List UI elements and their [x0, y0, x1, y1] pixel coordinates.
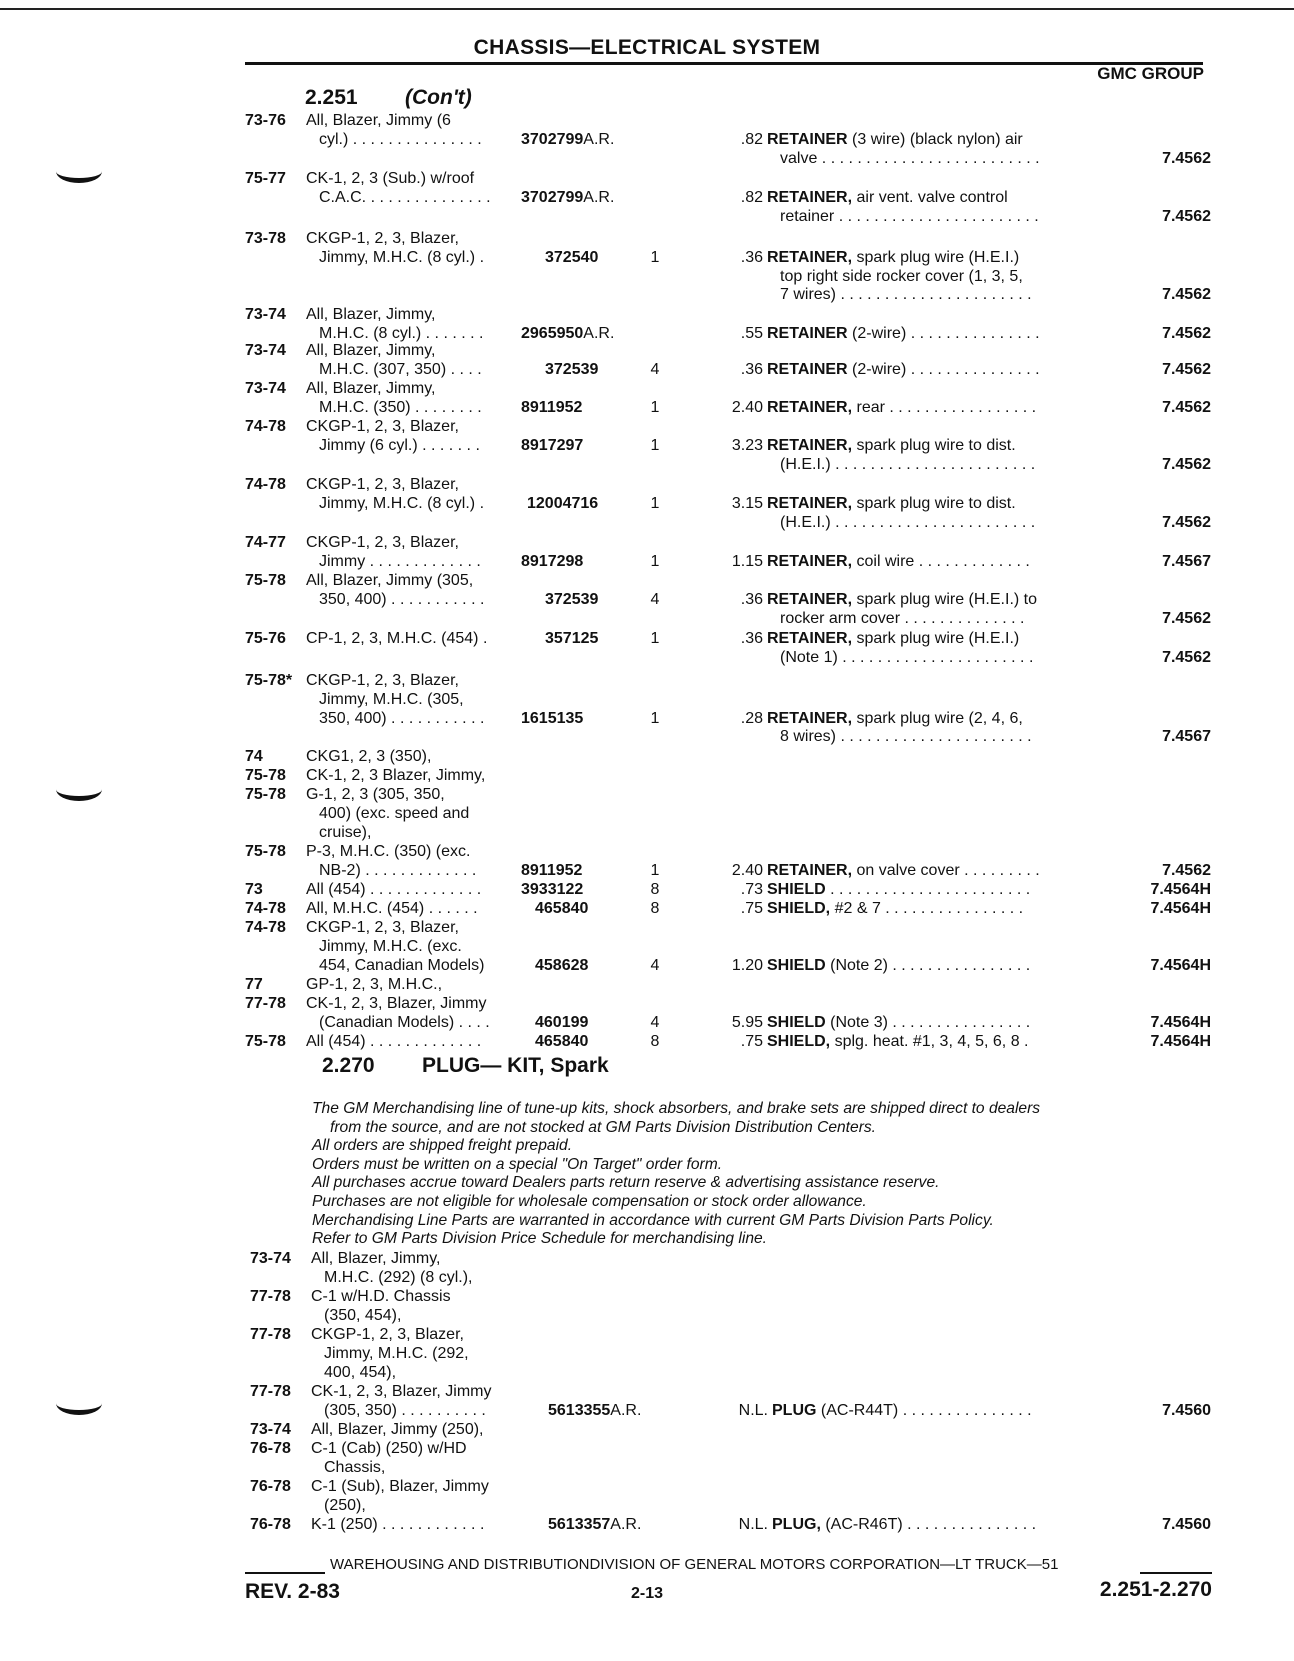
description: SHIELD . . . . . . . . . . . . . . . . . . . . . . .	[767, 881, 1031, 898]
year-range: 75-78	[245, 572, 286, 589]
part-number: 357125	[545, 630, 599, 647]
quantity: 1	[650, 494, 660, 512]
description: PLUG (AC-R44T) . . . . . . . . . . . . . . .	[772, 1401, 1032, 1419]
description: RETAINER (3 wire) (black nylon) air valve . . . . . . . . . . . . . . . . . . . . . . . . .	[767, 130, 1040, 167]
description: RETAINER, spark plug wire (2, 4, 6, 8 wires) . . . . . . . . . . . . . . . . . . . . . .	[767, 709, 1032, 746]
part-number: 8911952	[521, 398, 583, 416]
application: CKG1, 2, 3 (350),	[306, 748, 432, 765]
quantity: 4	[650, 360, 660, 378]
application: All (454) . . . . . . . . . . . . .	[306, 1033, 482, 1050]
group-number: 7.4562	[1162, 609, 1211, 627]
quantity: 8	[650, 1033, 660, 1050]
part-number: 8911952	[521, 861, 583, 879]
price: 2.40	[731, 861, 763, 879]
description: RETAINER, spark plug wire (H.E.I.) (Note 1) . . . . . . . . . . . . . . . . . . . . . .	[767, 630, 1034, 666]
group-number: 7.4564H	[1150, 881, 1211, 898]
quantity: 4	[650, 590, 660, 608]
year-range: 75-78*	[245, 672, 293, 689]
price: .36	[740, 590, 763, 608]
price: N.L.	[738, 1401, 768, 1419]
description: RETAINER, coil wire . . . . . . . . . . . . .	[767, 552, 1030, 570]
note-line: Merchandising Line Parts are warranted in accordance with current GM Parts Division Parts Policy.	[312, 1211, 994, 1229]
year-range: 73-78	[245, 230, 286, 247]
part-number: 5613355A.R.	[548, 1401, 642, 1419]
description: RETAINER, spark plug wire to dist. (H.E.I.) . . . . . . . . . . . . . . . . . . . . . . .	[767, 494, 1036, 531]
application: CKGP-1, 2, 3, Blazer, Jimmy, M.H.C. (292, 400, 454),	[311, 1326, 469, 1381]
description: SHIELD, splg. heat. #1, 3, 4, 5, 6, 8 .	[767, 1033, 1029, 1050]
quantity: 1	[650, 861, 660, 879]
application: CK-1, 2, 3, Blazer, Jimmy (305, 350) . . . . . . . . . .	[311, 1383, 492, 1419]
group-number: 7.4562	[1162, 360, 1211, 378]
revision-label: REV. 2-83	[245, 1580, 340, 1603]
part-number: 8917298	[521, 552, 584, 570]
year-range: 73-74	[245, 306, 286, 323]
price: .82	[740, 130, 763, 148]
group-number: 7.4562	[1162, 648, 1211, 666]
year-range: 73	[245, 881, 263, 898]
year-range: 77-78	[250, 1383, 291, 1400]
part-number: 12004716	[527, 494, 599, 512]
price: 3.15	[731, 494, 763, 512]
binding-mark	[56, 778, 102, 801]
section-range: 2.251-2.270	[1099, 1578, 1212, 1601]
application: CKGP-1, 2, 3, Blazer, Jimmy, M.H.C. (exc. 454, Canadian Models)	[306, 919, 485, 974]
group-number: 7.4562	[1162, 861, 1211, 879]
section-number: 2.251	[305, 86, 358, 109]
binding-mark	[56, 160, 102, 183]
price: .36	[740, 630, 763, 647]
quantity: 1	[650, 436, 660, 454]
application: All, Blazer, Jimmy, M.H.C. (292) (8 cyl.),	[311, 1250, 473, 1286]
page-title: CHASSIS—ELECTRICAL SYSTEM	[473, 36, 821, 59]
year-range: 74-78	[245, 919, 286, 936]
application: K-1 (250) . . . . . . . . . . . .	[311, 1516, 485, 1533]
price: .75	[740, 900, 763, 917]
description: SHIELD (Note 3) . . . . . . . . . . . . . . . .	[767, 1013, 1031, 1031]
title-rule	[245, 62, 1203, 65]
group-number: 7.4564H	[1150, 1013, 1211, 1031]
group-number: 7.4564H	[1150, 1033, 1211, 1050]
section-number: 2.270	[322, 1054, 375, 1077]
section-title: (Con't)	[405, 86, 472, 109]
quantity: 1	[650, 709, 660, 727]
note-line: Orders must be written on a special "On Target" order form.	[312, 1155, 723, 1173]
top-rule	[0, 8, 1294, 10]
application: CKGP-1, 2, 3, Blazer, Jimmy, M.H.C. (305, 350, 400) . . . . . . . . . . .	[306, 672, 485, 727]
quantity: 1	[650, 630, 660, 647]
group-number: 7.4560	[1162, 1401, 1211, 1419]
year-range: 74-77	[245, 534, 286, 551]
section-heading	[322, 1054, 609, 1078]
part-number: 372539	[545, 360, 599, 378]
price: 1.15	[731, 552, 763, 570]
price: 5.95	[731, 1013, 763, 1031]
application: All, Blazer, Jimmy, M.H.C. (307, 350) . . . .	[306, 342, 482, 378]
year-range: 74	[245, 748, 263, 765]
application: All (454) . . . . . . . . . . . . .	[306, 881, 482, 898]
year-range: 75-77	[245, 170, 286, 187]
quantity: 4	[650, 1013, 660, 1031]
footer-text: WAREHOUSING AND DISTRIBUTIONDIVISION OF GENERAL MOTORS CORPORATION—LT TRUCK—51	[330, 1556, 1059, 1573]
note-line: from the source, and are not stocked at GM Parts Division Distribution Centers.	[330, 1118, 877, 1136]
group-number: 7.4562	[1162, 513, 1211, 531]
price: .73	[740, 881, 763, 898]
group-number: 7.4562	[1162, 398, 1211, 416]
description: RETAINER, spark plug wire to dist. (H.E.I.) . . . . . . . . . . . . . . . . . . . . . . .	[767, 436, 1036, 473]
year-range: 77-78	[250, 1288, 291, 1305]
part-number: 3702799A.R.	[521, 130, 615, 148]
description: RETAINER (2-wire) . . . . . . . . . . . . . . .	[767, 324, 1040, 342]
year-range: 74-78	[245, 476, 286, 493]
part-number: 465840	[535, 1033, 589, 1050]
part-number: 3933122	[521, 881, 584, 898]
year-range: 74-78	[245, 418, 286, 435]
application: CP-1, 2, 3, M.H.C. (454) .	[306, 630, 488, 647]
description: RETAINER, on valve cover . . . . . . . . .	[767, 861, 1040, 879]
application: CKGP-1, 2, 3, Blazer, Jimmy (6 cyl.) . . . . . . .	[306, 418, 480, 454]
group-number: 7.4562	[1162, 207, 1211, 225]
group-number: 7.4562	[1162, 286, 1211, 304]
year-range: 75-76	[245, 630, 286, 647]
note-line: Refer to GM Parts Division Price Schedule for merchandising line.	[312, 1230, 768, 1248]
application: C-1 (Sub), Blazer, Jimmy (250),	[311, 1478, 489, 1514]
application: CK-1, 2, 3 Blazer, Jimmy,	[306, 767, 486, 784]
application: CK-1, 2, 3 (Sub.) w/roof C.A.C. . . . . . . . . . . . . . .	[306, 170, 491, 206]
application: CKGP-1, 2, 3, Blazer, Jimmy, M.H.C. (8 cyl.) .	[306, 230, 485, 266]
application: C-1 (Cab) (250) w/HD Chassis,	[311, 1440, 467, 1476]
year-range: 75-78	[245, 767, 286, 784]
footer-rule	[1140, 1572, 1212, 1574]
footer-rule	[245, 1572, 325, 1574]
year-range: 73-74	[250, 1250, 291, 1267]
application: GP-1, 2, 3, M.H.C.,	[306, 976, 443, 993]
year-range: 75-78	[245, 843, 286, 860]
note-line: All orders are shipped freight prepaid.	[312, 1137, 573, 1155]
application: All, Blazer, Jimmy (6 cyl.) . . . . . . . . . . . . . . .	[306, 112, 482, 148]
application: All, Blazer, Jimmy (250),	[311, 1421, 484, 1438]
application: All, M.H.C. (454) . . . . . .	[306, 900, 478, 917]
year-range: 73-74	[250, 1421, 291, 1438]
section-heading	[305, 86, 472, 110]
price: N.L.	[738, 1516, 768, 1533]
price: .28	[740, 709, 763, 727]
application: P-3, M.H.C. (350) (exc. NB-2) . . . . . . . . . . . . .	[306, 843, 477, 879]
part-number: 465840	[535, 900, 589, 917]
price: 3.23	[731, 436, 763, 454]
group-number: 7.4562	[1162, 149, 1211, 167]
description: SHIELD (Note 2) . . . . . . . . . . . . . . . .	[767, 956, 1031, 974]
description: RETAINER, air vent. valve control retainer . . . . . . . . . . . . . . . . . . . . . . .	[767, 188, 1039, 225]
group-number: 7.4567	[1162, 728, 1211, 746]
year-range: 74-78	[245, 900, 286, 917]
application: All, Blazer, Jimmy (305, 350, 400) . . . . . . . . . . .	[306, 572, 485, 608]
description: RETAINER, spark plug wire (H.E.I.) top right side rocker cover (1, 3, 5, 7 wires) . . . . . . . . . . . . . . . . . . . . . .	[767, 248, 1032, 304]
price: 2.40	[731, 398, 763, 416]
quantity: 8	[650, 881, 660, 898]
application: CK-1, 2, 3, Blazer, Jimmy (Canadian Models) . . . .	[306, 995, 490, 1031]
quantity: 1	[650, 552, 660, 570]
year-range: 73-76	[245, 112, 286, 129]
group-number: 7.4567	[1162, 552, 1211, 570]
application: All, Blazer, Jimmy, M.H.C. (8 cyl.) . . . . . . .	[306, 306, 484, 342]
year-range: 76-78	[250, 1516, 291, 1533]
group-number: 7.4564H	[1150, 900, 1211, 917]
note-line: The GM Merchandising line of tune-up kits, shock absorbers, and brake sets are shipped direct to dealers	[312, 1100, 1041, 1117]
part-number: 372540	[545, 248, 599, 266]
price: 1.20	[731, 956, 763, 974]
application: All, Blazer, Jimmy, M.H.C. (350) . . . . . . . .	[306, 380, 482, 416]
application: G-1, 2, 3 (305, 350, 400) (exc. speed and cruise),	[306, 786, 470, 841]
part-number: 458628	[535, 956, 589, 974]
merchandising-notes	[312, 1100, 1212, 1249]
part-number: 460199	[535, 1013, 589, 1031]
price: .36	[740, 360, 763, 378]
part-number: 1615135	[521, 709, 584, 727]
year-range: 77-78	[245, 995, 286, 1012]
quantity: 4	[650, 956, 660, 974]
year-range: 76-78	[250, 1440, 291, 1457]
group-number: 7.4562	[1162, 324, 1211, 342]
part-number: 8917297	[521, 436, 584, 454]
price: .82	[740, 188, 763, 206]
price: .75	[740, 1033, 763, 1050]
part-number: 2965950A.R.	[521, 324, 615, 342]
group-number: 7.4562	[1162, 455, 1211, 473]
page-number: 2-13	[630, 1585, 664, 1602]
application: C-1 w/H.D. Chassis (350, 454),	[311, 1288, 451, 1324]
quantity: 8	[650, 900, 660, 917]
group-label: GMC GROUP	[1097, 64, 1204, 83]
description: PLUG, (AC-R46T) . . . . . . . . . . . . . . .	[772, 1516, 1037, 1533]
year-range: 75-78	[245, 786, 286, 803]
year-range: 75-78	[245, 1033, 286, 1050]
description: RETAINER (2-wire) . . . . . . . . . . . . . . .	[767, 360, 1040, 378]
quantity: 1	[650, 398, 660, 416]
part-number: 3702799A.R.	[521, 188, 615, 206]
price: .55	[740, 324, 763, 342]
application: CKGP-1, 2, 3, Blazer, Jimmy, M.H.C. (8 cyl.) .	[306, 476, 485, 512]
section-title: PLUG— KIT, Spark	[422, 1054, 609, 1077]
note-line: Purchases are not eligible for wholesale compensation or stock order allowance.	[312, 1192, 867, 1210]
year-range: 77-78	[250, 1326, 291, 1343]
year-range: 77	[245, 976, 263, 993]
note-line: All purchases accrue toward Dealers parts return reserve & advertising assistance reserve.	[312, 1174, 940, 1192]
binding-mark	[56, 1392, 102, 1415]
description: SHIELD, #2 & 7 . . . . . . . . . . . . . . . .	[767, 900, 1024, 917]
group-number: 7.4560	[1162, 1516, 1211, 1533]
year-range: 76-78	[250, 1478, 291, 1495]
description: RETAINER, rear . . . . . . . . . . . . . . . . .	[767, 398, 1037, 416]
description: RETAINER, spark plug wire (H.E.I.) to rocker arm cover . . . . . . . . . . . . . .	[767, 590, 1037, 627]
group-number: 7.4564H	[1150, 956, 1211, 974]
quantity: 1	[650, 248, 660, 266]
year-range: 73-74	[245, 380, 286, 397]
part-number: 5613357A.R.	[548, 1516, 642, 1533]
application: CKGP-1, 2, 3, Blazer, Jimmy . . . . . . . . . . . . .	[306, 534, 481, 570]
price: .36	[740, 248, 763, 266]
part-number: 372539	[545, 590, 599, 608]
year-range: 73-74	[245, 342, 286, 359]
